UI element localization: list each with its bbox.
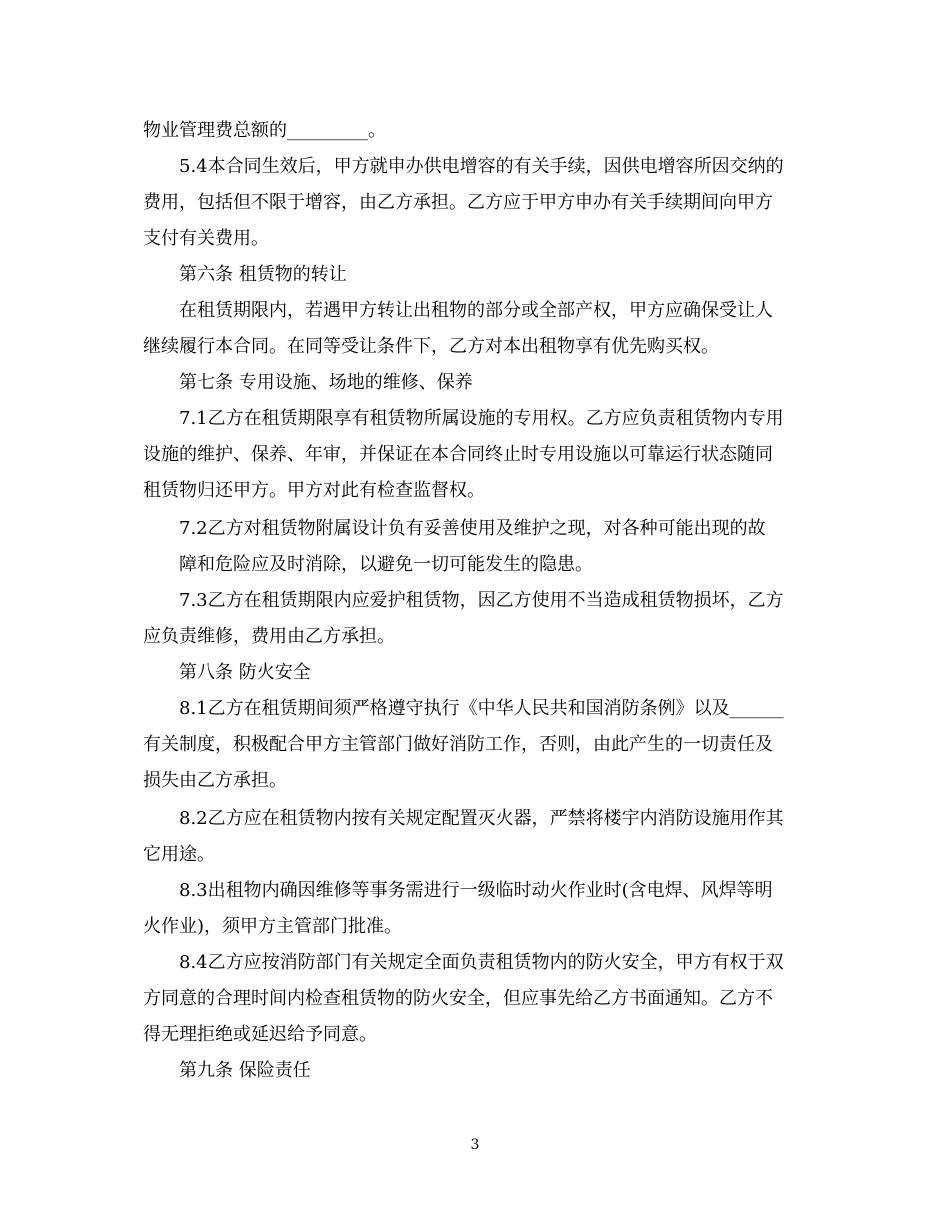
text-line: 得无理拒绝或延迟给予同意。 (143, 1024, 377, 1045)
text-line: 在租赁期限内，若遇甲方转让出租物的部分或全部产权，甲方应确保受让人 (179, 300, 773, 321)
text-line: 租赁物归还甲方。甲方对此有检查监督权。 (143, 480, 485, 501)
text-line: 应负责维修，费用由乙方承担。 (143, 626, 395, 647)
section-heading: 第九条 保险责任 (179, 1060, 311, 1081)
text-line: 7.3乙方在租赁期限内应爱护租赁物，因乙方使用不当造成租赁物损坏，乙方 (179, 590, 784, 611)
text-line: 障和危险应及时消除，以避免一切可能发生的隐患。 (179, 554, 593, 575)
text-line: 8.2乙方应在租赁物内按有关规定配置灭火器，严禁将楼宇内消防设施用作其 (179, 808, 784, 829)
text-line: 支付有关费用。 (143, 228, 269, 249)
text-line: 7.2乙方对租赁物附属设计负有妥善使用及维护之现，对各种可能出现的故 (179, 518, 766, 539)
text-line: 有关制度，积极配合甲方主管部门做好消防工作，否则，由此产生的一切责任及 (143, 734, 773, 755)
text-line: 费用，包括但不限于增容，由乙方承担。乙方应于甲方申办有关手续期间向甲方 (143, 192, 773, 213)
text-line: 8.4乙方应按消防部门有关规定全面负责租赁物内的防火安全，甲方有权于双 (179, 952, 784, 973)
text-line: 7.1乙方在租赁期限享有租赁物所属设施的专用权。乙方应负责租赁物内专用 (179, 408, 784, 429)
text-line: 5.4本合同生效后，甲方就申办供电增容的有关手续，因供电增容所因交纳的 (179, 156, 784, 177)
text-line: 物业管理费总额的_________。 (143, 120, 386, 141)
text-line: 损失由乙方承担。 (143, 770, 287, 791)
text-line: 方同意的合理时间内检查租赁物的防火安全，但应事先给乙方书面通知。乙方不 (143, 988, 773, 1009)
text-line: 火作业)，须甲方主管部门批准。 (143, 916, 403, 937)
section-heading: 第八条 防火安全 (179, 662, 311, 683)
text-line: 继续履行本合同。在同等受让条件下，乙方对本出租物享有优先购买权。 (143, 336, 719, 357)
text-line: 8.3出租物内确因维修等事务需进行一级临时动火作业时(含电焊、风焊等明 (179, 880, 773, 901)
text-line: 设施的维护、保养、年审，并保证在本合同终止时专用设施以可靠运行状态随同 (143, 444, 773, 465)
section-heading: 第六条 租赁物的转让 (179, 264, 347, 285)
page-number: 3 (470, 1137, 480, 1153)
text-line: 8.1乙方在租赁期间须严格遵守执行《中华人民共和国消防条例》以及______ (179, 698, 784, 719)
text-line: 它用途。 (143, 844, 215, 865)
section-heading: 第七条 专用设施、场地的维修、保养 (179, 372, 473, 393)
